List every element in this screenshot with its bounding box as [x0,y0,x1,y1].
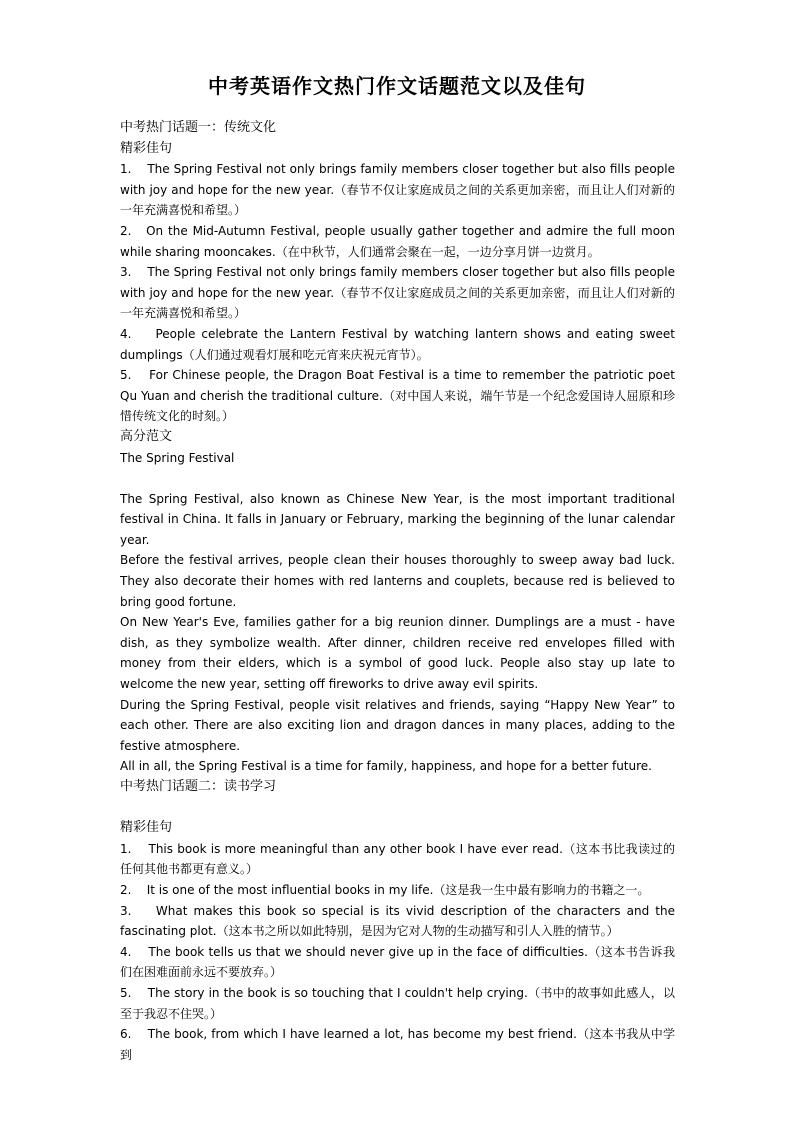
phrases-heading: 精彩佳句 [120,820,173,836]
sentence-item: 4. People celebrate the Lantern Festival by watching lantern shows and eating sweet dumplings（人们通过观看灯展和吃元宵来庆祝元宵节）。 [120,326,675,362]
essay-paragraph: Before the festival arrives, people clean their houses thoroughly to sweep away bad luck. They also decorate their homes with red lanterns and couplets, because red is believed to bring good fortune. [120,553,675,609]
essay-paragraph: All in all, the Spring Festival is a time for family, happiness, and hope for a better future. [120,759,652,774]
essay-title: The Spring Festival [120,450,235,465]
sentence-item: 3. The Spring Festival not only brings family members closer together but also fills people with joy and hope for the new year.（春节不仅让家庭成员之间的关系更加亲密，而且让人们对新的一年充满喜悦和希望。） [120,265,675,321]
sentence-item: 6. The book, from which I have learned a lot, has become my best friend.（这本书我从中学到 [120,1027,675,1062]
sentence-item: 1. The Spring Festival not only brings family members closer together but also fills people with joy and hope for the new year.（春节不仅让家庭成员之间的关系更加亲密，而且让人们对新的一年充满喜悦和希望。） [120,162,675,218]
sentence-item: 3. What makes this book so special is its vivid description of the characters and the fascinating plot.（这本书之所以如此特别，是因为它对人物的生动描写和引人入胜的情节。） [120,903,675,939]
blank-line [120,798,675,819]
essay-heading: 高分范文 [120,428,173,444]
sentence-item: 4. The book tells us that we should never give up in the face of difficulties.（这本书告诉我们在困难面前永远不要放弃。） [120,944,675,980]
essay-paragraph: During the Spring Festival, people visit relatives and friends, saying “Happy New Year” to each other. There are also exciting lion and dragon dances in many places, adding to the festive atmosphere. [120,697,675,753]
document-title: 中考英语作文热门作文话题范文以及佳句 [208,74,586,98]
phrases-heading: 精彩佳句 [120,140,173,156]
sentence-item: 1. This book is more meaningful than any other book I have ever read.（这本书比我读过的任何其他书都更有意义。） [120,841,675,877]
section-topic: 中考热门话题二：读书学习 [120,779,277,794]
sentence-item: 2. It is one of the most influential books in my life.（这是我一生中最有影响力的书籍之一。 [120,882,650,897]
sentence-item: 5. The story in the book is so touching that I couldn't help crying.（书中的故事如此感人，以至于我忍不住哭。） [120,985,675,1021]
sentence-item: 2. On the Mid-Autumn Festival, people usually gather together and admire the full moon while sharing mooncakes.（在中秋节，人们通常会聚在一起，一边分享月饼一边赏月。 [120,223,675,259]
section-topic: 中考热门话题一：传统文化 [120,120,277,135]
essay-paragraph: On New Year's Eve, families gather for a big reunion dinner. Dumplings are a must - have dish, as they symbolize wealth. After dinner, children receive red envelopes filled with money from their elders, which is a symbol of good luck. People also stay up late to welcome the new year, setting off fireworks to drive away evil spirits. [120,615,675,692]
document-body [120,118,675,1065]
sentence-item: 5. For Chinese people, the Dragon Boat Festival is a time to remember the patriotic poet Qu Yuan and cherish the traditional culture.（对中国人来说，端午节是一个纪念爱国诗人屈原和珍惜传统文化的时刻。） [120,368,675,424]
essay-paragraph: The Spring Festival, also known as Chinese New Year, is the most important traditional festival in China. It falls in January or February, marking the beginning of the lunar calendar year. [120,491,675,547]
blank-line [120,468,675,489]
